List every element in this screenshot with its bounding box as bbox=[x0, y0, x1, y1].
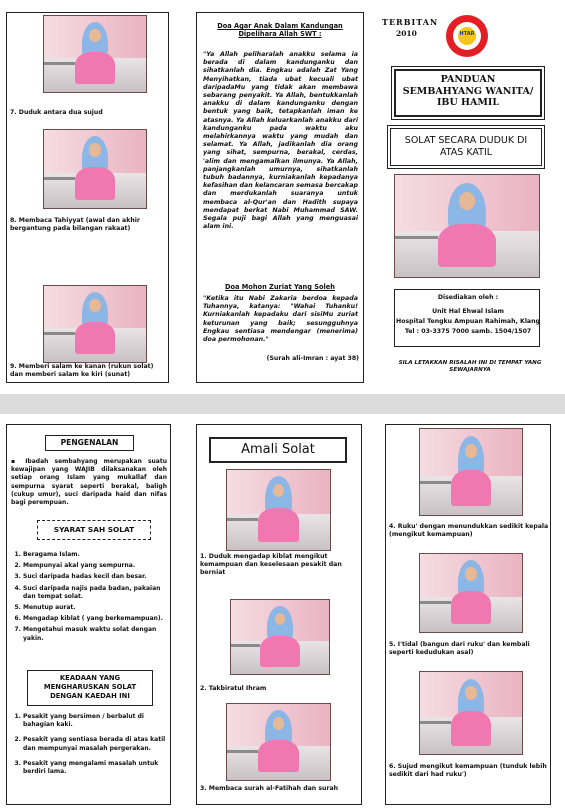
panel-steps-4-6 bbox=[385, 424, 551, 805]
photo-tahiyyat bbox=[43, 129, 147, 209]
photo-step-1 bbox=[226, 469, 331, 551]
situation-item: 3. Pesakit yang mengalami masalah untuk berdiri lama. bbox=[23, 760, 173, 776]
brochure-inner-sheet bbox=[0, 414, 565, 812]
publisher-box bbox=[394, 289, 540, 347]
cover-subtitle: SOLAT SECARA DUDUK DI ATAS KATIL bbox=[404, 135, 528, 158]
photo-step-4 bbox=[419, 428, 523, 516]
publication-label: TERBITAN bbox=[382, 17, 439, 27]
prayer-1-text: "Ya Allah peliharalah anakku selama ia berada di dalam kandunganku dan sihatkanlah dia. Engkau adalah Zat Yang Menyihatkan, tiada ubat kecuali ubat daripadaMu yang tidak akan membawa sebarang penyakit. Ya Allah, bentukkanlah anakku di dalam kandunganku dengan bentuk yang baik, tetapkanlah iman ke atasnya. Ya Allah keluarkanlah anakku dari kandunganku pada waktu aku melahirkannya waktu yang mudah dan selamat. Ya Allah, jadikanlah dia orang yang sihat, sempurna, berakal, cerdas, 'alim dan mengamalkan ilmunya. Ya Allah, panjangkanlah umurnya, sihatkanlah tubuh badannya, kurniakanlah kepadanya kefasihan dan kelancaran semasa bercakap dan merdukanlah suaranya untuk membaca al-Qur'an dan Hadith supaya mendapat berkat Nabi Muhammad SAW. Segala puji bagi Allah yang menguasai alam ini. bbox=[203, 51, 358, 231]
amali-heading: Amali Solat bbox=[241, 442, 315, 457]
cover-title-box bbox=[394, 69, 542, 117]
step-6-caption: 6. Sujud mengikut kemampuan (tunduk lebih sedikit dari had ruku') bbox=[389, 763, 547, 778]
bullet-icon: ▪ bbox=[11, 458, 26, 465]
amali-heading-box bbox=[209, 437, 347, 463]
step-8-caption: 8. Membaca Tahiyyat (awal dan akhir bergantung pada bilangan rakaat) bbox=[10, 217, 140, 232]
condition-item: 1. Beragama Islam. bbox=[23, 551, 173, 559]
situation-item: 1. Pesakit yang bersimen / berbalut di bahagian kaki. bbox=[23, 713, 173, 729]
condition-item: 7. Mengetahui masuk waktu solat dengan yakin. bbox=[23, 626, 173, 642]
unit-name: Unit Hal Ehwal Islam bbox=[432, 308, 504, 315]
situation-item: 2. Pesakit yang sentiasa berada di atas katil dan mempunyai masalah pergerakan. bbox=[23, 736, 173, 752]
prepared-by-label: Disediakan oleh : bbox=[437, 294, 499, 301]
logo-text: HTAR bbox=[459, 31, 475, 37]
conditions-heading: SYARAT SAH SOLAT bbox=[53, 525, 135, 534]
step-1-caption: 1. Duduk mengadap kiblat mengikut kemampuan dan keselesaan pesakit dan berniat bbox=[200, 553, 342, 576]
panel-cover bbox=[380, 12, 560, 383]
situations-heading: KEADAAN YANG MENGHARUSKAN SOLAT DENGAN KAEDAH INI bbox=[43, 674, 137, 700]
photo-step-2 bbox=[230, 599, 330, 675]
photo-duduk-antara-dua-sujud bbox=[43, 15, 147, 93]
condition-item: 2. Mempunyai akal yang sempurna. bbox=[23, 562, 173, 570]
intro-text: ▪ Ibadah sembahyang merupakan suatu kewajipan yang WAJIB dilaksanakan oleh setiap orang Islam yang mukallaf dan sempurna syarat seperti berakal, baligh (cukup umur), suci daripada haid dan nifas bagi perempuan. bbox=[11, 458, 167, 507]
condition-item: 5. Menutup aurat. bbox=[23, 604, 173, 612]
prayer-2-source: (Surah ali-Imran : ayat 38) bbox=[266, 355, 359, 362]
step-9-caption: 9. Memberi salam ke kanan (rukun solat) dan memberi salam ke kiri (sunat) bbox=[10, 363, 154, 378]
panel-introduction bbox=[6, 424, 171, 805]
panel-amali-solat bbox=[196, 424, 362, 805]
cover-subtitle-box bbox=[390, 128, 542, 166]
intro-heading: PENGENALAN bbox=[60, 438, 119, 447]
photo-memberi-salam bbox=[43, 285, 147, 363]
step-4-caption: 4. Ruku' dengan menundukkan sedikit kepala (mengikut kemampuan) bbox=[389, 523, 549, 538]
photo-step-6 bbox=[419, 671, 523, 755]
situations-heading-box bbox=[27, 670, 153, 706]
panel-prayers bbox=[196, 12, 364, 383]
photo-step-5 bbox=[419, 553, 523, 633]
condition-item: 3. Suci daripada hadas kecil dan besar. bbox=[23, 573, 173, 581]
conditions-list bbox=[11, 551, 173, 646]
prayer-1-title: Doa Agar Anak Dalam Kandungan Dipelihara Allah SWT : bbox=[217, 22, 343, 38]
condition-item: 4. Suci daripada najis pada badan, pakaian dan tempat solat. bbox=[23, 585, 173, 601]
phone-number: Tel : 03-3375 7000 samb. 1504/1507 bbox=[404, 328, 532, 335]
placement-note: SILA LETAKKAN RISALAH INI DI TEMPAT YANG SEWAJARNYA bbox=[398, 360, 542, 373]
condition-item: 6. Mengadap kiblat ( yang berkemampuan). bbox=[23, 615, 173, 623]
panel-steps-7-9 bbox=[6, 12, 169, 383]
prayer-2-title: Doa Mohon Zuriat Yang Soleh bbox=[225, 283, 335, 291]
step-2-caption: 2. Takbiratul Ihram bbox=[200, 685, 267, 692]
step-5-caption: 5. I'tidal (bangun dari ruku' dan kembali seperti kedudukan asal) bbox=[389, 641, 530, 656]
step-7-caption: 7. Duduk antara dua sujud bbox=[10, 109, 103, 116]
brochure-outer-sheet bbox=[0, 0, 565, 394]
photo-step-3 bbox=[226, 703, 331, 781]
publication-year: 2010 bbox=[396, 29, 417, 38]
hospital-name: Hospital Tengku Ampuan Rahimah, Klang bbox=[396, 318, 540, 325]
hospital-logo bbox=[446, 15, 488, 57]
situations-list bbox=[11, 713, 173, 779]
cover-title: PANDUAN SEMBAHYANG WANITA/ IBU HAMIL bbox=[402, 74, 534, 108]
prayer-2-text: "Ketika itu Nabi Zakaria berdoa kepada Tuhannya, katanya: "Wahai Tuhanku! Kurniakanlah kepadaku dari sisiMu zuriat keturunan yang baik; sesungguhnya Engkau sentiasa mendengar (menerima) doa permohonan." bbox=[203, 295, 358, 344]
step-3-caption: 3. Membaca surah al-Fatihah dan surah bbox=[200, 785, 339, 792]
cover-photo bbox=[394, 174, 540, 278]
intro-heading-box bbox=[45, 435, 134, 451]
conditions-heading-box bbox=[37, 520, 151, 540]
